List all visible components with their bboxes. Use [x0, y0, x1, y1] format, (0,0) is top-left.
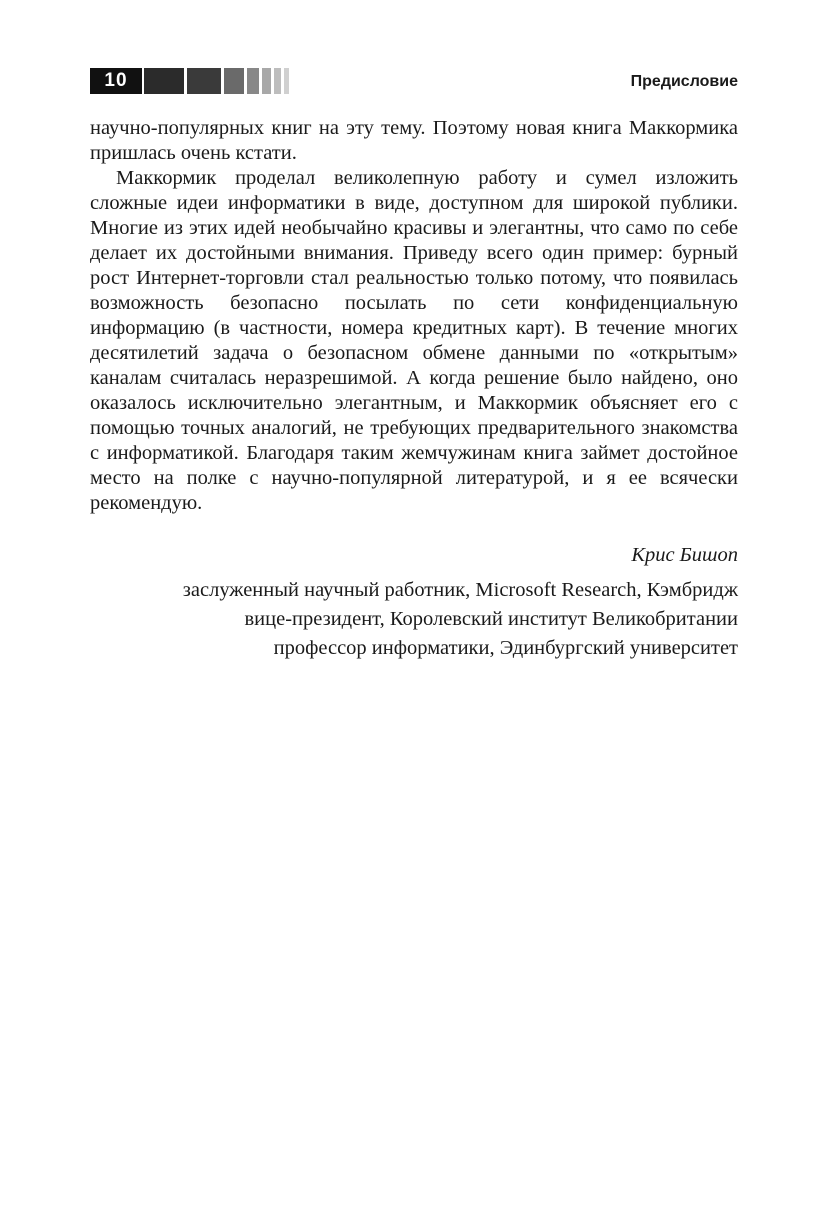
page-number: 10	[90, 68, 142, 94]
decorative-bars	[144, 68, 289, 94]
header-bar	[262, 68, 271, 94]
running-title: Предисловие	[630, 73, 738, 90]
author-title: профессор информатики, Эдинбургский университет	[273, 637, 738, 659]
header-bar	[247, 68, 259, 94]
header-bar	[187, 68, 221, 94]
header-bar	[274, 68, 281, 94]
page-header	[90, 68, 738, 94]
header-bar	[224, 68, 244, 94]
paragraph: научно-популярных книг на эту тему. Поэтому новая книга Маккормика пришлась очень кстати.	[90, 117, 738, 164]
header-bar	[144, 68, 184, 94]
paragraph: Маккормик проделал великолепную работу и сумел изложить сложные идеи информатики в виде, доступном для широкой публики. Многие из этих идей необычайно красивы и элегантны, что само по себе делает их достойными внимания. Приведу всего один пример: бурный рост Интернет-торговли стал реальностью только потому, что появилась возможность безопасно посылать по сети конфиденциальную информацию (в частности, номера кредитных карт). В течение многих десятилетий задача о безопасном обмене данными по «открытым» каналам считалась неразрешимой. А когда решение было найдено, оно оказалось исключительно элегантным, и Маккормик объясняет его с помощью точных аналогий, не требующих предварительного знакомства с информатикой. Благодаря таким жемчужинам книга займет достойное место на полке с научно-популярной литературой, и я ее всячески рекомендую.	[90, 167, 738, 514]
author-name: Крис Бишоп	[631, 544, 738, 566]
author-title: заслуженный научный работник, Microsoft Research, Кэмбридж	[182, 579, 738, 601]
body-text	[90, 116, 738, 516]
author-title: вице-президент, Королевский институт Великобритании	[244, 608, 738, 630]
signature-block	[98, 541, 738, 663]
header-bar	[284, 68, 289, 94]
